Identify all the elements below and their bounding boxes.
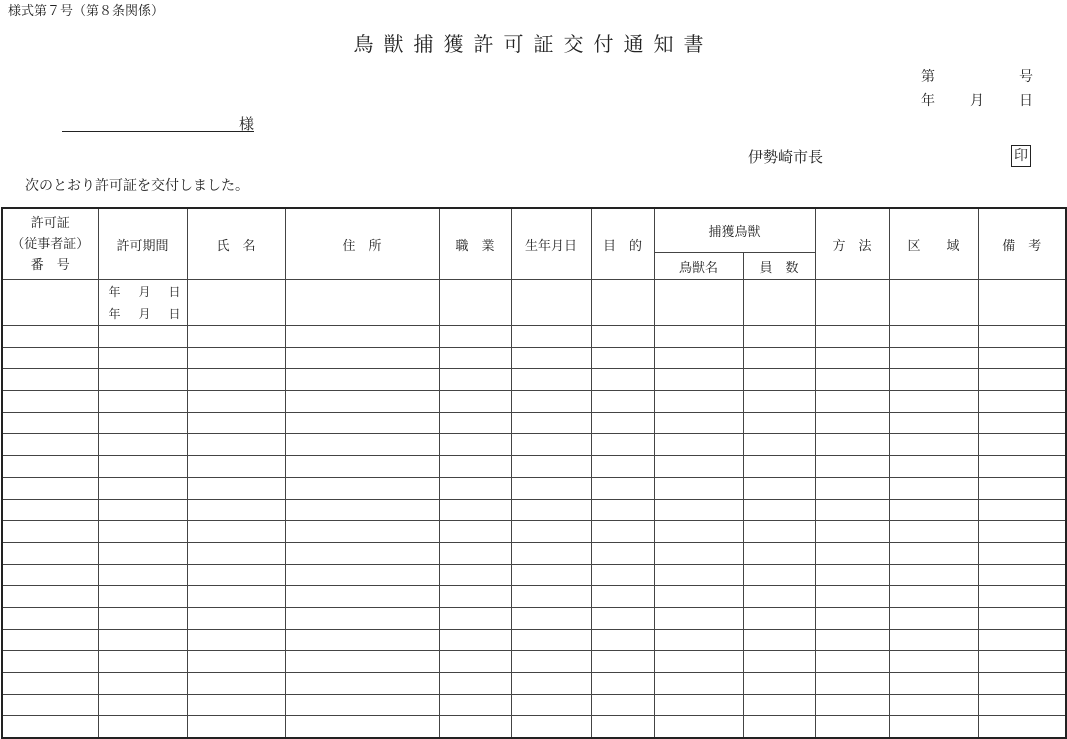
header-area: 区 域	[889, 208, 978, 280]
cell-area[interactable]	[889, 412, 978, 434]
cell-occupation[interactable]	[439, 280, 511, 326]
cell-permit-period[interactable]	[98, 629, 187, 651]
period-end-day: 日	[168, 306, 181, 321]
cell-purpose[interactable]	[591, 280, 654, 326]
cell-method[interactable]	[815, 716, 889, 738]
cell-purpose[interactable]	[591, 347, 654, 369]
cell-area[interactable]	[889, 629, 978, 651]
cell-remarks[interactable]	[978, 369, 1066, 391]
document-title: 鳥獣捕獲許可証交付通知書	[353, 32, 714, 56]
cell-purpose[interactable]	[591, 542, 654, 564]
cell-name[interactable]	[187, 607, 285, 629]
cell-birthdate[interactable]	[511, 586, 591, 608]
cell-area[interactable]	[889, 477, 978, 499]
header-count: 員 数	[743, 253, 815, 280]
cell-species-name[interactable]	[654, 456, 743, 478]
cell-address[interactable]	[285, 456, 439, 478]
header-address: 住 所	[285, 208, 439, 280]
cell-birthdate[interactable]	[511, 477, 591, 499]
cell-name[interactable]	[187, 412, 285, 434]
cell-occupation[interactable]	[439, 326, 511, 348]
cell-permit-period[interactable]	[98, 280, 187, 326]
cell-birthdate[interactable]	[511, 542, 591, 564]
cell-address[interactable]	[285, 326, 439, 348]
cell-method[interactable]	[815, 347, 889, 369]
cell-purpose[interactable]	[591, 716, 654, 738]
cell-address[interactable]	[285, 347, 439, 369]
cell-occupation[interactable]	[439, 521, 511, 543]
cell-purpose[interactable]	[591, 607, 654, 629]
period-start	[99, 281, 187, 303]
cell-name[interactable]	[187, 477, 285, 499]
cell-address[interactable]	[285, 280, 439, 326]
cell-occupation[interactable]	[439, 694, 511, 716]
table-row	[2, 326, 1066, 348]
cell-birthdate[interactable]	[511, 521, 591, 543]
period-end-year: 年	[108, 306, 121, 321]
cell-method[interactable]	[815, 673, 889, 695]
cell-address[interactable]	[285, 651, 439, 673]
cell-remarks[interactable]	[978, 542, 1066, 564]
cell-purpose[interactable]	[591, 391, 654, 413]
cell-area[interactable]	[889, 564, 978, 586]
cell-remarks[interactable]	[978, 716, 1066, 738]
cell-remarks[interactable]	[978, 607, 1066, 629]
cell-species-name[interactable]	[654, 347, 743, 369]
cell-species-name[interactable]	[654, 564, 743, 586]
cell-species-name[interactable]	[654, 326, 743, 348]
cell-birthdate[interactable]	[511, 412, 591, 434]
cell-occupation[interactable]	[439, 673, 511, 695]
date-year: 年	[921, 93, 935, 109]
cell-count[interactable]	[743, 434, 815, 456]
cell-method[interactable]	[815, 434, 889, 456]
date-month: 月	[970, 93, 984, 109]
cell-count[interactable]	[743, 412, 815, 434]
cell-address[interactable]	[285, 673, 439, 695]
header-permit-number	[2, 208, 98, 280]
cell-remarks[interactable]	[978, 651, 1066, 673]
cell-count[interactable]	[743, 651, 815, 673]
cell-species-name[interactable]	[654, 369, 743, 391]
cell-method[interactable]	[815, 629, 889, 651]
cell-area[interactable]	[889, 456, 978, 478]
cell-area[interactable]	[889, 694, 978, 716]
cell-occupation[interactable]	[439, 564, 511, 586]
cell-method[interactable]	[815, 694, 889, 716]
table-row	[2, 694, 1066, 716]
cell-permit-number[interactable]	[2, 369, 98, 391]
cell-purpose[interactable]	[591, 564, 654, 586]
cell-count[interactable]	[743, 542, 815, 564]
cell-species-name[interactable]	[654, 542, 743, 564]
cell-occupation[interactable]	[439, 456, 511, 478]
cell-address[interactable]	[285, 434, 439, 456]
document-number-line	[921, 66, 1033, 86]
cell-permit-period[interactable]	[98, 369, 187, 391]
cell-area[interactable]	[889, 521, 978, 543]
header-species-name: 鳥獣名	[654, 253, 743, 280]
cell-count[interactable]	[743, 499, 815, 521]
cell-permit-number[interactable]	[2, 456, 98, 478]
cell-occupation[interactable]	[439, 629, 511, 651]
cell-permit-period[interactable]	[98, 434, 187, 456]
form-number-label: 様式第７号（第８条関係）	[8, 4, 165, 19]
cell-count[interactable]	[743, 629, 815, 651]
period-start-day: 日	[168, 284, 181, 299]
cell-remarks[interactable]	[978, 412, 1066, 434]
cell-area[interactable]	[889, 673, 978, 695]
header-remarks: 備 考	[978, 208, 1066, 280]
cell-birthdate[interactable]	[511, 391, 591, 413]
cell-occupation[interactable]	[439, 412, 511, 434]
cell-permit-number[interactable]	[2, 586, 98, 608]
cell-purpose[interactable]	[591, 499, 654, 521]
cell-purpose[interactable]	[591, 434, 654, 456]
cell-address[interactable]	[285, 694, 439, 716]
cell-method[interactable]	[815, 412, 889, 434]
recipient-honorific: 様	[238, 115, 254, 133]
cell-birthdate[interactable]	[511, 326, 591, 348]
cell-permit-period[interactable]	[98, 412, 187, 434]
cell-birthdate[interactable]	[511, 434, 591, 456]
cell-birthdate[interactable]	[511, 369, 591, 391]
cell-count[interactable]	[743, 347, 815, 369]
permit-table	[1, 207, 1067, 739]
cell-address[interactable]	[285, 586, 439, 608]
table-row	[2, 651, 1066, 673]
cell-name[interactable]	[187, 673, 285, 695]
cell-method[interactable]	[815, 542, 889, 564]
cell-species-name[interactable]	[654, 280, 743, 326]
cell-name[interactable]	[187, 280, 285, 326]
cell-method[interactable]	[815, 477, 889, 499]
cell-name[interactable]	[187, 369, 285, 391]
cell-permit-number[interactable]	[2, 521, 98, 543]
cell-remarks[interactable]	[978, 456, 1066, 478]
intro-text: 次のとおり許可証を交付しました。	[25, 178, 249, 194]
cell-birthdate[interactable]	[511, 280, 591, 326]
cell-occupation[interactable]	[439, 607, 511, 629]
cell-species-name[interactable]	[654, 477, 743, 499]
cell-count[interactable]	[743, 564, 815, 586]
cell-method[interactable]	[815, 280, 889, 326]
cell-address[interactable]	[285, 369, 439, 391]
cell-birthdate[interactable]	[511, 694, 591, 716]
table-row	[2, 629, 1066, 651]
cell-birthdate[interactable]	[511, 564, 591, 586]
cell-permit-number[interactable]	[2, 673, 98, 695]
cell-method[interactable]	[815, 651, 889, 673]
cell-permit-period[interactable]	[98, 456, 187, 478]
cell-species-name[interactable]	[654, 673, 743, 695]
cell-permit-period[interactable]	[98, 607, 187, 629]
cell-species-name[interactable]	[654, 716, 743, 738]
cell-purpose[interactable]	[591, 477, 654, 499]
cell-purpose[interactable]	[591, 694, 654, 716]
header-method: 方 法	[815, 208, 889, 280]
cell-purpose[interactable]	[591, 629, 654, 651]
cell-count[interactable]	[743, 456, 815, 478]
cell-permit-period[interactable]	[98, 347, 187, 369]
cell-count[interactable]	[743, 477, 815, 499]
header-permit-number-line1: 許可証	[30, 215, 70, 231]
cell-species-name[interactable]	[654, 629, 743, 651]
cell-count[interactable]	[743, 586, 815, 608]
cell-count[interactable]	[743, 521, 815, 543]
cell-species-name[interactable]	[654, 586, 743, 608]
table-row	[2, 412, 1066, 434]
cell-method[interactable]	[815, 499, 889, 521]
cell-area[interactable]	[889, 651, 978, 673]
table-row	[2, 542, 1066, 564]
cell-permit-period[interactable]	[98, 477, 187, 499]
cell-permit-number[interactable]	[2, 326, 98, 348]
cell-permit-period[interactable]	[98, 542, 187, 564]
document-date-line	[921, 90, 1033, 110]
header-occupation: 職 業	[439, 208, 511, 280]
cell-permit-number[interactable]	[2, 391, 98, 413]
cell-remarks[interactable]	[978, 629, 1066, 651]
table-row	[2, 716, 1066, 738]
cell-remarks[interactable]	[978, 391, 1066, 413]
cell-area[interactable]	[889, 280, 978, 326]
cell-birthdate[interactable]	[511, 499, 591, 521]
period-end	[99, 303, 187, 325]
cell-address[interactable]	[285, 607, 439, 629]
header-permit-period: 許可期間	[98, 208, 187, 280]
table-row	[2, 347, 1066, 369]
cell-remarks[interactable]	[978, 586, 1066, 608]
cell-area[interactable]	[889, 716, 978, 738]
cell-permit-number[interactable]	[2, 694, 98, 716]
cell-occupation[interactable]	[439, 499, 511, 521]
table-row	[2, 369, 1066, 391]
cell-species-name[interactable]	[654, 651, 743, 673]
header-permit-number-line2: （従事者証）	[11, 236, 90, 252]
header-purpose: 目 的	[591, 208, 654, 280]
cell-name[interactable]	[187, 434, 285, 456]
cell-area[interactable]	[889, 391, 978, 413]
cell-species-name[interactable]	[654, 607, 743, 629]
cell-remarks[interactable]	[978, 564, 1066, 586]
cell-name[interactable]	[187, 391, 285, 413]
cell-birthdate[interactable]	[511, 651, 591, 673]
cell-occupation[interactable]	[439, 434, 511, 456]
cell-address[interactable]	[285, 412, 439, 434]
cell-area[interactable]	[889, 499, 978, 521]
cell-address[interactable]	[285, 391, 439, 413]
cell-permit-period[interactable]	[98, 499, 187, 521]
cell-address[interactable]	[285, 521, 439, 543]
cell-name[interactable]	[187, 694, 285, 716]
cell-address[interactable]	[285, 499, 439, 521]
cell-purpose[interactable]	[591, 521, 654, 543]
period-start-month: 月	[138, 284, 151, 299]
header-captured-animals: 捕獲鳥獣	[654, 208, 815, 253]
cell-area[interactable]	[889, 369, 978, 391]
cell-permit-number[interactable]	[2, 499, 98, 521]
cell-purpose[interactable]	[591, 586, 654, 608]
cell-count[interactable]	[743, 694, 815, 716]
table-row	[2, 456, 1066, 478]
cell-permit-number[interactable]	[2, 651, 98, 673]
table-row	[2, 564, 1066, 586]
cell-count[interactable]	[743, 716, 815, 738]
cell-remarks[interactable]	[978, 477, 1066, 499]
cell-purpose[interactable]	[591, 673, 654, 695]
cell-occupation[interactable]	[439, 542, 511, 564]
seal-mark: 印	[1011, 145, 1031, 167]
cell-birthdate[interactable]	[511, 607, 591, 629]
cell-address[interactable]	[285, 542, 439, 564]
cell-name[interactable]	[187, 542, 285, 564]
cell-permit-period[interactable]	[98, 326, 187, 348]
cell-purpose[interactable]	[591, 412, 654, 434]
cell-occupation[interactable]	[439, 391, 511, 413]
cell-occupation[interactable]	[439, 347, 511, 369]
table-row	[2, 607, 1066, 629]
cell-birthdate[interactable]	[511, 629, 591, 651]
cell-method[interactable]	[815, 326, 889, 348]
cell-permit-number[interactable]	[2, 280, 98, 326]
cell-name[interactable]	[187, 347, 285, 369]
cell-permit-period[interactable]	[98, 521, 187, 543]
cell-species-name[interactable]	[654, 694, 743, 716]
cell-occupation[interactable]	[439, 716, 511, 738]
cell-occupation[interactable]	[439, 369, 511, 391]
cell-method[interactable]	[815, 564, 889, 586]
table-row	[2, 521, 1066, 543]
cell-remarks[interactable]	[978, 326, 1066, 348]
number-suffix: 号	[1019, 69, 1033, 85]
cell-name[interactable]	[187, 629, 285, 651]
cell-permit-number[interactable]	[2, 716, 98, 738]
date-day: 日	[1019, 93, 1033, 109]
cell-permit-number[interactable]	[2, 347, 98, 369]
table-row	[2, 586, 1066, 608]
cell-birthdate[interactable]	[511, 716, 591, 738]
cell-species-name[interactable]	[654, 434, 743, 456]
cell-method[interactable]	[815, 369, 889, 391]
cell-method[interactable]	[815, 521, 889, 543]
table-row	[2, 499, 1066, 521]
cell-birthdate[interactable]	[511, 456, 591, 478]
cell-name[interactable]	[187, 716, 285, 738]
cell-count[interactable]	[743, 673, 815, 695]
issuer-name: 伊勢崎市長	[748, 148, 824, 166]
cell-purpose[interactable]	[591, 369, 654, 391]
cell-name[interactable]	[187, 564, 285, 586]
cell-purpose[interactable]	[591, 326, 654, 348]
cell-address[interactable]	[285, 564, 439, 586]
cell-permit-number[interactable]	[2, 477, 98, 499]
cell-remarks[interactable]	[978, 347, 1066, 369]
cell-permit-number[interactable]	[2, 434, 98, 456]
cell-occupation[interactable]	[439, 586, 511, 608]
cell-count[interactable]	[743, 326, 815, 348]
table-row	[2, 434, 1066, 456]
cell-method[interactable]	[815, 391, 889, 413]
cell-count[interactable]	[743, 280, 815, 326]
number-prefix: 第	[921, 69, 935, 85]
table-row	[2, 280, 1066, 326]
cell-method[interactable]	[815, 456, 889, 478]
header-birthdate: 生年月日	[511, 208, 591, 280]
cell-species-name[interactable]	[654, 391, 743, 413]
cell-purpose[interactable]	[591, 651, 654, 673]
cell-permit-period[interactable]	[98, 694, 187, 716]
table-row	[2, 391, 1066, 413]
cell-area[interactable]	[889, 434, 978, 456]
cell-name[interactable]	[187, 651, 285, 673]
cell-remarks[interactable]	[978, 280, 1066, 326]
cell-area[interactable]	[889, 607, 978, 629]
cell-purpose[interactable]	[591, 456, 654, 478]
cell-count[interactable]	[743, 391, 815, 413]
cell-remarks[interactable]	[978, 434, 1066, 456]
cell-species-name[interactable]	[654, 412, 743, 434]
cell-permit-period[interactable]	[98, 673, 187, 695]
cell-address[interactable]	[285, 629, 439, 651]
cell-remarks[interactable]	[978, 521, 1066, 543]
header-name: 氏 名	[187, 208, 285, 280]
cell-name[interactable]	[187, 499, 285, 521]
cell-name[interactable]	[187, 326, 285, 348]
recipient-field[interactable]	[62, 112, 254, 132]
cell-name[interactable]	[187, 521, 285, 543]
cell-area[interactable]	[889, 586, 978, 608]
cell-species-name[interactable]	[654, 521, 743, 543]
cell-count[interactable]	[743, 607, 815, 629]
cell-permit-number[interactable]	[2, 412, 98, 434]
cell-area[interactable]	[889, 326, 978, 348]
period-start-year: 年	[108, 284, 121, 299]
cell-remarks[interactable]	[978, 673, 1066, 695]
cell-permit-period[interactable]	[98, 586, 187, 608]
cell-address[interactable]	[285, 716, 439, 738]
cell-address[interactable]	[285, 477, 439, 499]
cell-remarks[interactable]	[978, 499, 1066, 521]
table-row	[2, 477, 1066, 499]
cell-permit-number[interactable]	[2, 542, 98, 564]
cell-permit-period[interactable]	[98, 391, 187, 413]
cell-occupation[interactable]	[439, 651, 511, 673]
cell-name[interactable]	[187, 456, 285, 478]
cell-permit-number[interactable]	[2, 564, 98, 586]
cell-permit-number[interactable]	[2, 607, 98, 629]
cell-method[interactable]	[815, 607, 889, 629]
cell-area[interactable]	[889, 347, 978, 369]
cell-area[interactable]	[889, 542, 978, 564]
cell-birthdate[interactable]	[511, 347, 591, 369]
cell-count[interactable]	[743, 369, 815, 391]
cell-occupation[interactable]	[439, 477, 511, 499]
cell-permit-period[interactable]	[98, 564, 187, 586]
cell-birthdate[interactable]	[511, 673, 591, 695]
cell-permit-number[interactable]	[2, 629, 98, 651]
period-end-month: 月	[138, 306, 151, 321]
header-permit-number-line3: 番 号	[30, 257, 70, 273]
table-row	[2, 673, 1066, 695]
cell-name[interactable]	[187, 586, 285, 608]
cell-permit-period[interactable]	[98, 651, 187, 673]
cell-method[interactable]	[815, 586, 889, 608]
cell-remarks[interactable]	[978, 694, 1066, 716]
cell-species-name[interactable]	[654, 499, 743, 521]
cell-permit-period[interactable]	[98, 716, 187, 738]
